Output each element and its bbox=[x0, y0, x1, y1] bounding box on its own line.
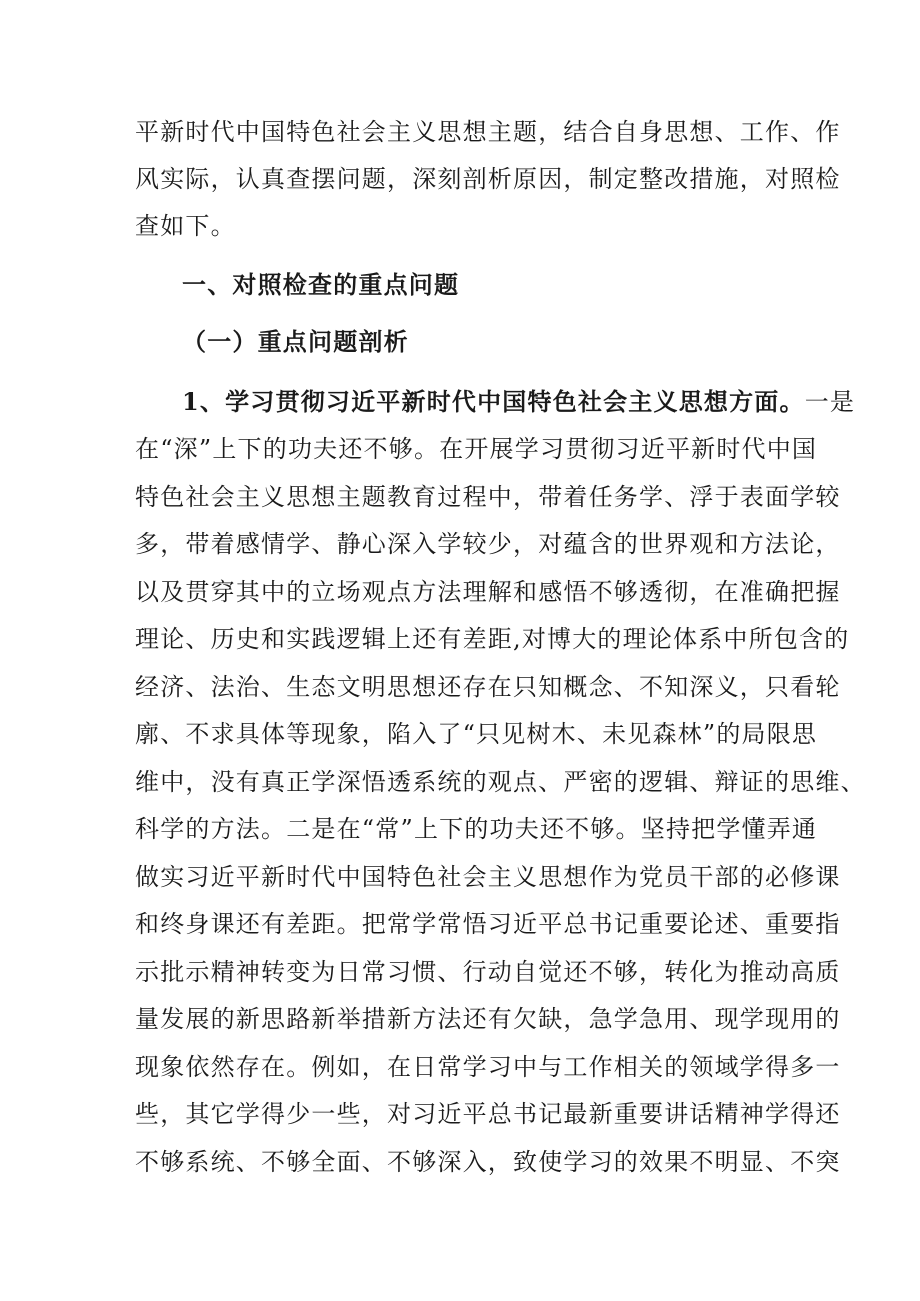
body-line-10: 做实习近平新时代中国特色社会主义思想作为党员干部的必修课 bbox=[135, 863, 841, 891]
body-line-12: 示批示精神转变为日常习惯、行动自觉还不够，转化为推动高质 bbox=[135, 958, 841, 986]
body-line-6: 经济、法治、生态文明思想还存在只知概念、不知深义，只看轮 bbox=[135, 673, 841, 701]
body-line-14: 现象依然存在。例如，在日常学习中与工作相关的领域学得多一 bbox=[135, 1053, 841, 1081]
item-first-line bbox=[182, 387, 855, 417]
item-heading: 1、学习贯彻习近平新时代中国特色社会主义思想方面。 bbox=[182, 387, 805, 416]
intro-line-2: 风实际，认真查摆问题，深刻剖析原因，制定整改措施，对照检 bbox=[135, 165, 841, 193]
body-line-16: 不够系统、不够全面、不够深入，致使学习的效果不明显、不突 bbox=[135, 1148, 841, 1176]
body-line-3: 多，带着感情学、静心深入学较少，对蕴含的世界观和方法论， bbox=[135, 530, 841, 558]
body-line-9: 科学的方法。二是在“常”上下的功夫还不够。坚持把学懂弄通 bbox=[135, 815, 818, 843]
intro-line-1: 平新时代中国特色社会主义思想主题，结合自身思想、工作、作 bbox=[135, 118, 841, 146]
subsection-heading: （一）重点问题剖析 bbox=[182, 327, 409, 356]
body-line-1: 在“深”上下的功夫还不够。在开展学习贯彻习近平新时代中国 bbox=[135, 435, 818, 463]
body-line-7: 廓、不求具体等现象，陷入了“只见树木、未见森林”的局限思 bbox=[135, 720, 818, 748]
body-line-15: 些，其它学得少一些，对习近平总书记最新重要讲话精神学得还 bbox=[135, 1100, 841, 1128]
body-line-8: 维中，没有真正学深悟透系统的观点、严密的逻辑、辩证的思维、 bbox=[135, 768, 866, 796]
body-line-5: 理论、历史和实践逻辑上还有差距,对博大的理论体系中所包含的 bbox=[135, 625, 850, 653]
body-line-13: 量发展的新思路新举措新方法还有欠缺，急学急用、现学现用的 bbox=[135, 1005, 841, 1033]
body-line-4: 以及贯穿其中的立场观点方法理解和感悟不够透彻，在准确把握 bbox=[135, 578, 841, 606]
section-heading: 一、对照检查的重点问题 bbox=[182, 270, 460, 299]
item-first-line-rest: 一是 bbox=[804, 388, 856, 416]
body-line-2: 特色社会主义思想主题教育过程中，带着任务学、浮于表面学较 bbox=[135, 483, 841, 511]
intro-line-3: 查如下。 bbox=[135, 212, 236, 240]
body-line-11: 和终身课还有差距。把常学常悟习近平总书记重要论述、重要指 bbox=[135, 910, 841, 938]
